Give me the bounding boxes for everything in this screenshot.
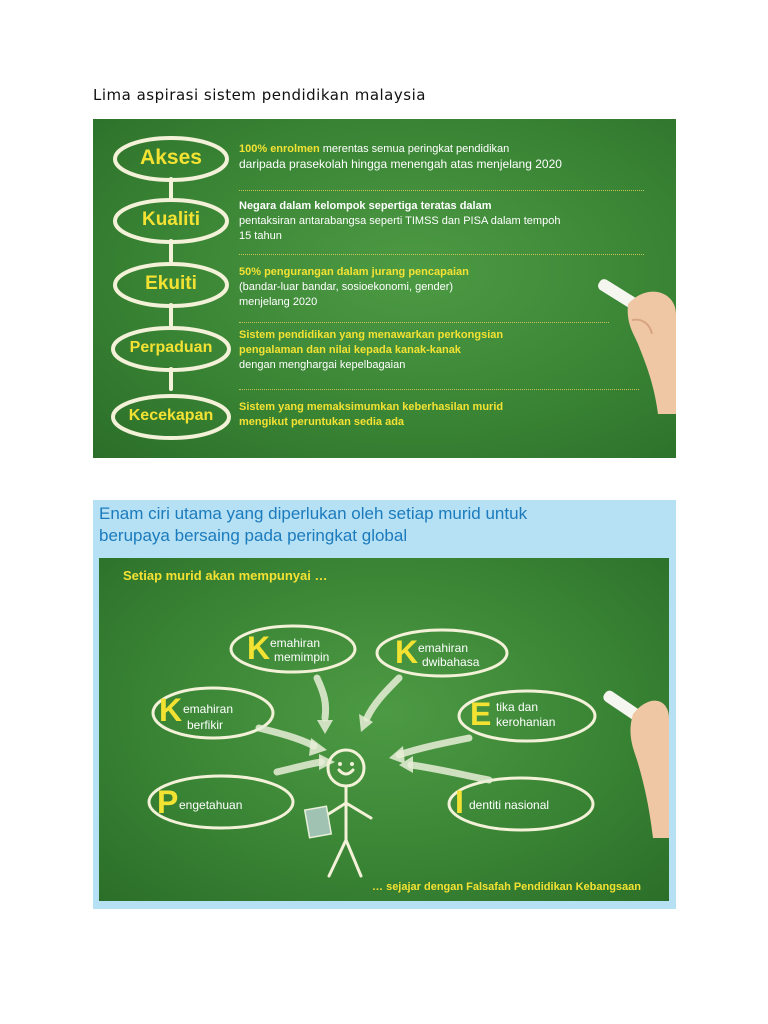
book-icon <box>305 806 332 837</box>
arrow-head <box>309 738 327 756</box>
trait-kemahiran-dwibahasa: K emahiran dwibahasa <box>395 634 480 670</box>
hand-with-chalk-illustration <box>588 274 676 414</box>
aspiration-text-perpaduan: Sistem pendidikan yang menawarkan perkongsian pengalaman dan nilai kepada kanak-kanak dengan menghargai kepelbagaian <box>239 329 504 371</box>
traits-chalkboard <box>99 558 669 901</box>
panel-title: Enam ciri utama yang diperlukan oleh setiap murid untuk berupaya bersaing pada peringkat global <box>99 504 528 545</box>
board-subtitle: Setiap murid akan mempunyai … <box>123 568 328 583</box>
trait-kemahiran-berfikir: K emahiran berfikir <box>159 692 234 732</box>
six-traits-panel <box>93 500 676 909</box>
aspiration-text-akses: 100% enrolmen merentas semua peringkat pendidikan daripada prasekolah hingga menengah atas menjelang 2020 <box>239 143 562 171</box>
aspiration-text-kualiti: Negara dalam kelompok sepertiga teratas dalam pentaksiran antarabangsa seperti TIMSS dan PISA dalam tempoh 15 tahun <box>239 200 561 242</box>
arrow-head <box>389 746 405 764</box>
arrow <box>317 678 326 718</box>
oval-label: Perpaduan <box>129 339 213 356</box>
arrow <box>367 678 399 718</box>
aspiration-text-ekuiti: 50% pengurangan dalam jurang pencapaian (bandar-luar bandar, sosioekonomi, gender) menjelang 2020 <box>239 266 469 308</box>
page-heading: Lima aspirasi sistem pendidikan malaysia <box>93 86 426 104</box>
arrow-head <box>317 720 333 734</box>
board-footer: … sejajar dengan Falsafah Pendidikan Kebangsaan <box>372 881 641 893</box>
trait-identiti-nasional: I dentiti nasional <box>455 784 550 820</box>
arrow <box>399 738 469 755</box>
oval-label: Kualiti <box>141 209 201 230</box>
oval-label: Ekuiti <box>145 273 197 294</box>
divider <box>239 389 639 390</box>
aspirations-chalkboard <box>93 119 676 458</box>
arrow <box>411 765 489 780</box>
arrow <box>277 762 321 772</box>
oval-label: Akses <box>140 146 202 169</box>
hand-shape <box>630 701 669 838</box>
trait-pengetahuan: P engetahuan <box>157 784 243 820</box>
oval-label: Kecekapan <box>128 407 214 424</box>
divider <box>239 190 644 191</box>
aspiration-text-kecekapan: Sistem yang memaksimumkan keberhasilan murid mengikut peruntukan sedia ada <box>239 401 504 428</box>
divider <box>239 254 644 255</box>
divider <box>239 322 609 323</box>
trait-kemahiran-memimpin: K emahiran memimpin <box>247 630 330 666</box>
trait-etika-kerohanian: E tika dan kerohanian <box>470 696 556 732</box>
hand-shape <box>628 292 676 414</box>
hand-with-chalk-illustration <box>597 678 669 838</box>
